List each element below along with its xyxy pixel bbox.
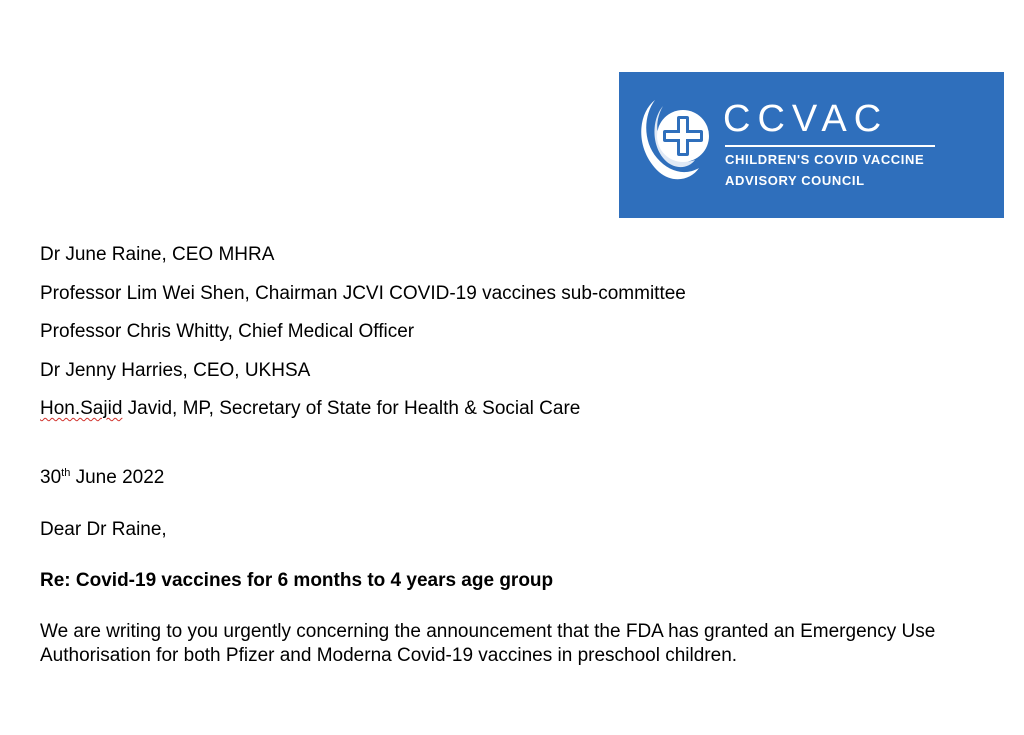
salutation: Dear Dr Raine, (40, 519, 167, 540)
recipient-list (40, 236, 686, 429)
date-day: 30 (40, 467, 62, 488)
letter-date (40, 466, 164, 490)
logo-subtitle-line2: ADVISORY COUNCIL (725, 173, 865, 188)
date-month-year: June 2022 (70, 467, 165, 488)
body-paragraph: We are writing to you urgently concerning the announcement that the FDA has granted an Emergency Use Authorisation for both Pfizer and Moderna Covid-19 vaccines in preschool children. (40, 621, 936, 666)
recipient-line: Professor Lim Wei Shen, Chairman JCVI COVID-19 vaccines sub-committee (40, 282, 686, 304)
medical-cross-shield-icon (633, 92, 713, 184)
logo-acronym: CCVAC (723, 98, 889, 140)
recipient-line: Dr Jenny Harries, CEO, UKHSA (40, 359, 311, 381)
logo-divider (725, 145, 935, 147)
recipient-line-rest: Javid, MP, Secretary of State for Health & Social Care (122, 398, 581, 419)
ccvac-logo (619, 72, 1004, 218)
logo-subtitle-line1: CHILDREN'S COVID VACCINE (725, 152, 925, 167)
recipient-line: Dr June Raine, CEO MHRA (40, 244, 275, 265)
recipient-line-last (40, 390, 686, 429)
date-ordinal-suffix: th (61, 467, 71, 479)
recipient-line: Professor Chris Whitty, Chief Medical Officer (40, 321, 415, 342)
spellcheck-flagged-word[interactable]: Hon.Sajid (40, 398, 123, 419)
subject-line: Re: Covid-19 vaccines for 6 months to 4 years age group (40, 570, 554, 591)
